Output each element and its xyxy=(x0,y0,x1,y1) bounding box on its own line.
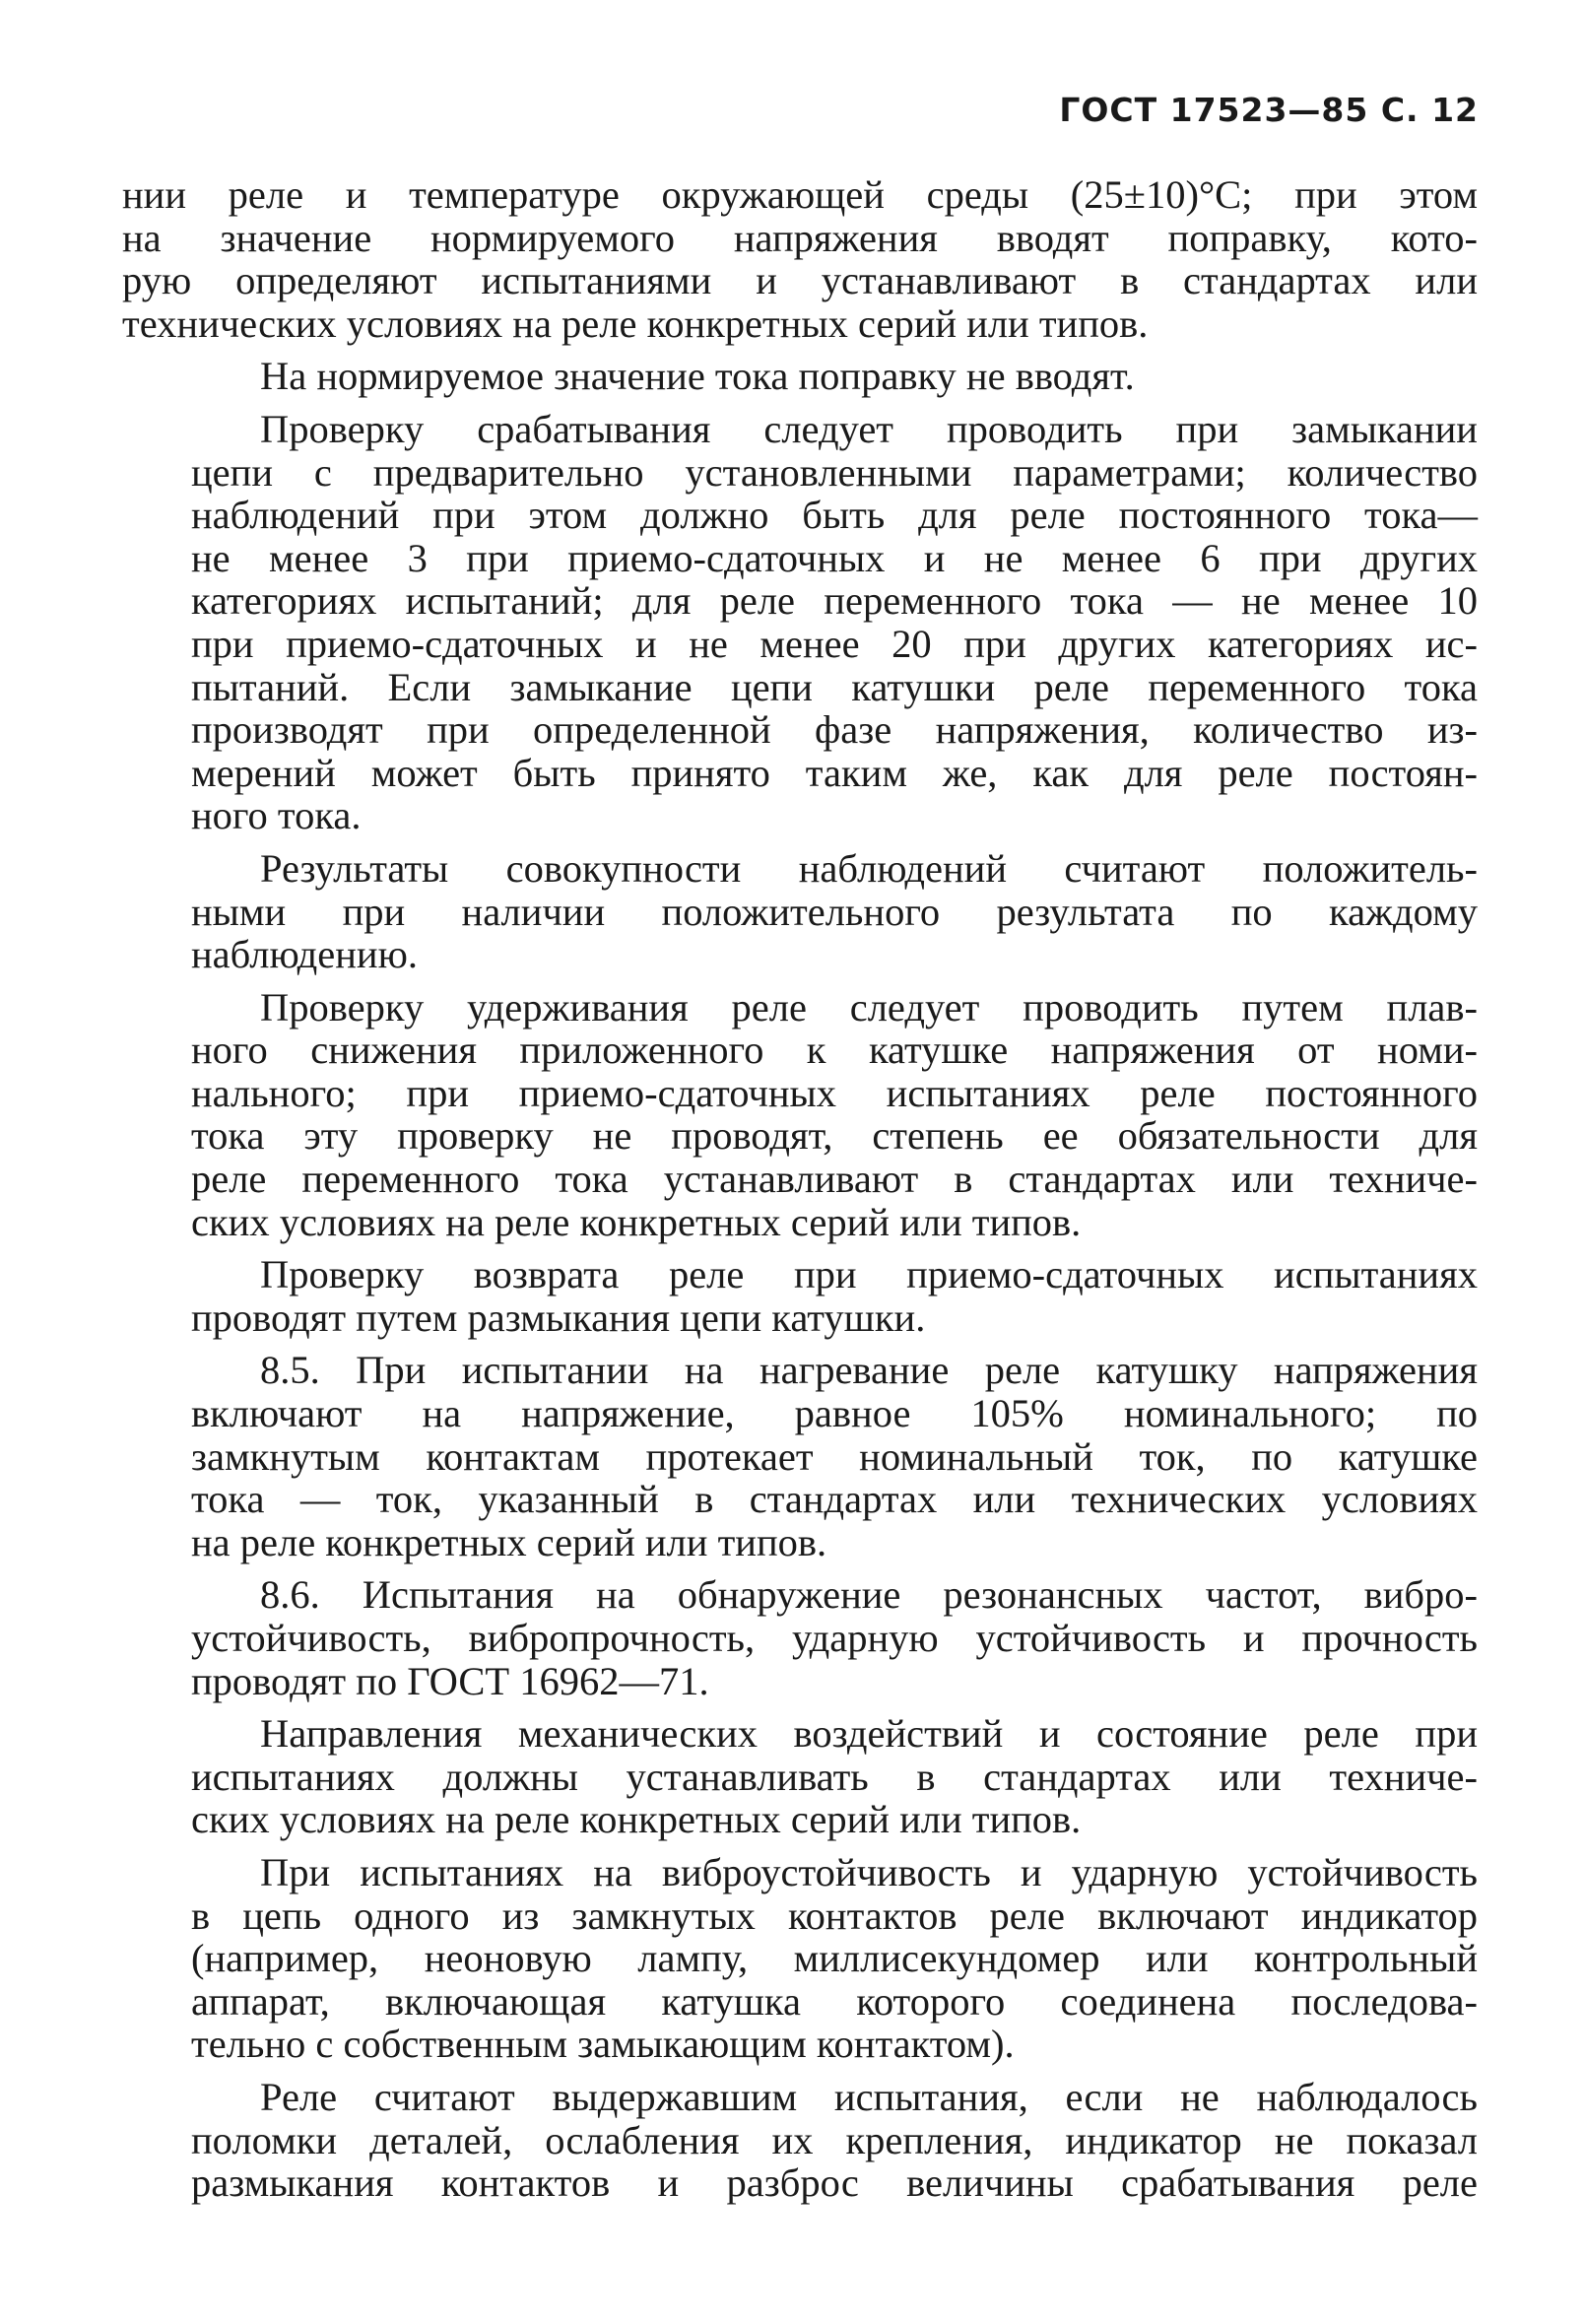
text-line: тельно с собственным замыкающим контактом). xyxy=(191,2022,1015,2067)
text-line: (например, неоновую лампу, миллисекундомер или контрольный xyxy=(191,1936,1478,1981)
text-line: устойчивость, вибропрочность, ударную устойчивость и прочность xyxy=(191,1616,1478,1660)
text-line: не менее 3 при приемо-сдаточных и не менее 6 при других xyxy=(191,535,1478,580)
text-line: рую определяют испытаниями и устанавливают в стандартах или xyxy=(122,258,1478,303)
text-line: размыкания контактов и разброс величины срабатывания реле xyxy=(191,2160,1478,2206)
text-line: тока эту проверку не проводят, степень ее обязательности для xyxy=(191,1113,1478,1159)
text-line: на значение нормируемого напряжения вводят поправку, кото- xyxy=(122,215,1478,260)
text-line: производят при определенной фазе напряжения, количество из- xyxy=(191,707,1478,753)
paragraph xyxy=(122,986,1478,1244)
text-line: нии реле и температуре окружающей среды (25±10)°С; при этом xyxy=(122,172,1478,217)
text-line: включают на напряжение, равное 105% номинального; по xyxy=(191,1391,1478,1436)
paragraph xyxy=(122,1253,1478,1339)
text-line: на реле конкретных серий или типов. xyxy=(191,1519,827,1564)
text-line: 8.6. Испытания на обнаружение резонансных частот, вибро- xyxy=(260,1572,1478,1618)
text-line: 8.5. При испытании на нагревание реле катушку напряжения xyxy=(260,1348,1478,1393)
text-line: замкнутым контактам протекает номинальный ток, по катушке xyxy=(191,1433,1478,1479)
text-line: ного тока. xyxy=(191,793,362,838)
paragraph xyxy=(122,1349,1478,1563)
document-body xyxy=(122,173,1478,2215)
text-line: Проверку срабатывания следует проводить при замыкании xyxy=(260,406,1478,451)
text-line: аппарат, включающая катушка которого соединена последова- xyxy=(191,1978,1478,2024)
text-line: проводят по ГОСТ 16962—71. xyxy=(191,1658,709,1703)
text-line: ских условиях на реле конкретных серий или типов. xyxy=(191,1797,1082,1842)
text-line: тока — ток, указанный в стандартах или технических условиях xyxy=(191,1477,1478,1522)
paragraph xyxy=(122,847,1478,976)
text-line: испытаниях должны устанавливать в стандартах или техниче- xyxy=(191,1754,1478,1799)
paragraph xyxy=(122,355,1478,398)
text-line: Результаты совокупности наблюдений считают положитель- xyxy=(260,845,1478,891)
text-line: нального; при приемо-сдаточных испытаниях реле постоянного xyxy=(191,1070,1478,1115)
text-line: Направления механических воздействий и состояние реле при xyxy=(260,1711,1478,1757)
text-line: На нормируемое значение тока поправку не вводят. xyxy=(260,354,1135,399)
text-line: Проверку возврата реле при приемо-сдаточных испытаниях xyxy=(260,1252,1478,1297)
text-line: проводят путем размыкания цепи катушки. xyxy=(191,1295,926,1340)
text-line: ными при наличии положительного результата по каждому xyxy=(191,889,1478,934)
paragraph xyxy=(122,1712,1478,1841)
text-line: Реле считают выдержавшим испытания, если не наблюдалось xyxy=(260,2074,1478,2119)
text-line: при приемо-сдаточных и не менее 20 при других категориях ис- xyxy=(191,621,1478,666)
text-line: реле переменного тока устанавливают в стандартах или техниче- xyxy=(191,1157,1478,1202)
text-line: При испытаниях на виброустойчивость и ударную устойчивость xyxy=(260,1849,1478,1894)
paragraph xyxy=(122,1573,1478,1702)
text-line: ских условиях на реле конкретных серий или типов. xyxy=(191,1199,1082,1244)
text-line: наблюдений при этом должно быть для реле постоянного тока— xyxy=(191,493,1478,538)
text-line: пытаний. Если замыкание цепи катушки реле переменного тока xyxy=(191,664,1478,709)
text-line: цепи с предварительно установленными параметрами; количество xyxy=(191,449,1478,495)
text-line: мерений может быть принято таким же, как для реле постоян- xyxy=(191,750,1478,795)
paragraph xyxy=(122,408,1478,837)
text-line: в цепь одного из замкнутых контактов реле включают индикатор xyxy=(191,1892,1478,1938)
paragraph xyxy=(122,173,1478,345)
text-line: поломки деталей, ослабления их крепления, индикатор не показал xyxy=(191,2117,1478,2162)
text-line: категориях испытаний; для реле переменного тока — не менее 10 xyxy=(191,578,1478,624)
text-line: технических условиях на реле конкретных серий или типов. xyxy=(122,300,1149,346)
text-line: ного снижения приложенного к катушке напряжения от номи- xyxy=(191,1028,1478,1073)
paragraph xyxy=(122,1851,1478,2066)
text-line: наблюдению. xyxy=(191,932,418,977)
paragraph xyxy=(122,2076,1478,2205)
page-header: ГОСТ 17523—85 С. 12 xyxy=(1059,91,1479,129)
text-line: Проверку удерживания реле следует проводить путем плав- xyxy=(260,984,1478,1029)
